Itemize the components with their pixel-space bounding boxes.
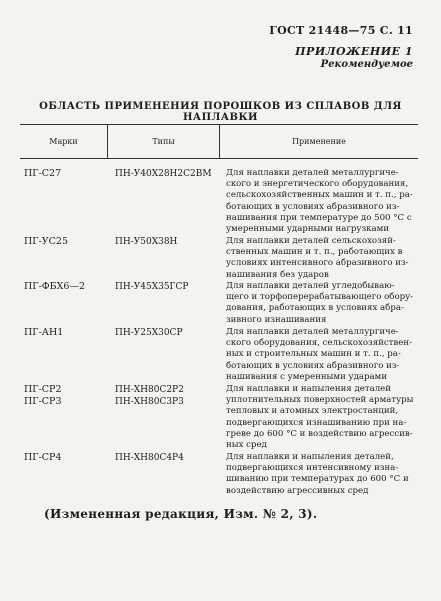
row-use: [226, 452, 416, 497]
row-use-line: нашивания с умеренными ударами: [226, 371, 388, 382]
row-use-line: подвергающихся изнашиванию при на-: [226, 417, 407, 428]
row-use-line: подвергающихся интенсивному изна-: [226, 463, 399, 474]
row-use-line: Для наплавки деталей металлургиче-: [226, 168, 399, 178]
row-use-line: сельскохозяйственных машин и т. п., ра-: [226, 190, 413, 201]
row-mark: [24, 168, 106, 180]
header-use: Применение: [292, 137, 346, 146]
row-mark: [24, 327, 106, 339]
row-mark-line: ПГ-УС25: [24, 236, 69, 247]
appendix-label: ПРИЛОЖЕНИЕ 1: [295, 45, 413, 58]
row-use-line: ных и строительных машин и т. п., ра-: [226, 349, 401, 360]
row-use-line: ботающих в условиях абразивного из-: [226, 360, 400, 371]
row-mark: [24, 281, 106, 293]
row-type: [115, 168, 225, 180]
row-use-line: ботающих в условиях абразивного из-: [226, 201, 400, 212]
row-type-line: ПН-ХН80С3Р3: [115, 397, 184, 407]
row-type: [115, 327, 225, 339]
row-use-line: ственных машин и т. п., работающих в: [226, 247, 403, 258]
row-use-line: тепловых и атомных электростанций,: [226, 406, 399, 417]
row-type-line: ПН-У40Х28Н2С2ВМ: [115, 169, 212, 179]
row-mark-line: ПГ-СР2: [24, 384, 62, 395]
row-use: [226, 384, 416, 451]
row-use: [226, 168, 416, 235]
row-use: [226, 236, 416, 281]
row-use-line: условиях интенсивного абразивного из-: [226, 258, 409, 269]
row-use-line: Для наплавки и напыления деталей: [226, 384, 391, 394]
row-type-line: ПН-У45Х35ГСР: [115, 282, 189, 292]
row-use-line: уплотнительных поверхностей арматуры: [226, 395, 414, 406]
header-mark: Марки: [49, 137, 78, 146]
row-use: [226, 327, 416, 383]
header-type: Типы: [152, 137, 175, 146]
recommended-label: Рекомендуемое: [320, 59, 413, 70]
row-use-line: греве до 600 °С и воздействию агрессив-: [226, 428, 413, 439]
row-use-line: воздействию агрессивных сред: [226, 485, 369, 496]
row-use-line: шиванию при температурах до 600 °С и: [226, 474, 409, 485]
row-mark-line: ПГ-С27: [24, 168, 62, 179]
row-use-line: зивного изнашивания: [226, 314, 327, 325]
row-type: [115, 281, 225, 293]
row-use-line: Для наплавки деталей угледобываю-: [226, 281, 395, 291]
row-mark-line: ПГ-АН1: [24, 327, 64, 338]
row-use-line: дования, работающих в условиях абра-: [226, 303, 404, 314]
row-type: [115, 452, 225, 464]
page-title: ОБЛАСТЬ ПРИМЕНЕНИЯ ПОРОШКОВ ИЗ СПЛАВОВ ДЛЯ НАПЛАВКИ: [39, 101, 402, 123]
row-use-line: нашивания при температуре до 500 °С с: [226, 212, 412, 223]
row-mark-line: ПГ-СР4: [24, 452, 62, 463]
row-use-line: умеренными ударными нагрузками: [226, 224, 390, 235]
row-type-line: ПН-ХН80С2Р2: [115, 385, 184, 395]
row-use-line: ского и энергетического оборудования,: [226, 179, 409, 190]
row-mark: [24, 384, 106, 408]
table-header: [20, 124, 418, 159]
row-use-line: нашивания без ударов: [226, 269, 329, 280]
row-use-line: ных сред: [226, 440, 267, 451]
row-mark-line: ПГ-СР3: [24, 396, 62, 407]
row-type-line: ПН-У50Х38Н: [115, 237, 178, 247]
row-use-line: Для наплавки и напыления деталей,: [226, 452, 394, 462]
standard-header: ГОСТ 21448—75 С. 11: [269, 24, 413, 37]
row-type: [115, 384, 225, 408]
row-use-line: Для наплавки деталей сельскохозяй-: [226, 236, 396, 246]
row-mark: [24, 236, 106, 248]
row-use-line: ского оборудования, сельскохозяйствен-: [226, 338, 412, 349]
row-use-line: щего и торфоперерабатывающего обору-: [226, 292, 414, 303]
revision-note: (Измененная редакция, Изм. № 2, 3).: [44, 507, 318, 521]
row-use: [226, 281, 416, 326]
row-mark-line: ПГ-ФБХ6—2: [24, 281, 86, 292]
row-type: [115, 236, 225, 248]
row-mark: [24, 452, 106, 464]
row-type-line: ПН-ХН80С4Р4: [115, 453, 184, 463]
row-type-line: ПН-У25Х30СР: [115, 328, 183, 338]
row-use-line: Для наплавки деталей металлургиче-: [226, 327, 399, 337]
